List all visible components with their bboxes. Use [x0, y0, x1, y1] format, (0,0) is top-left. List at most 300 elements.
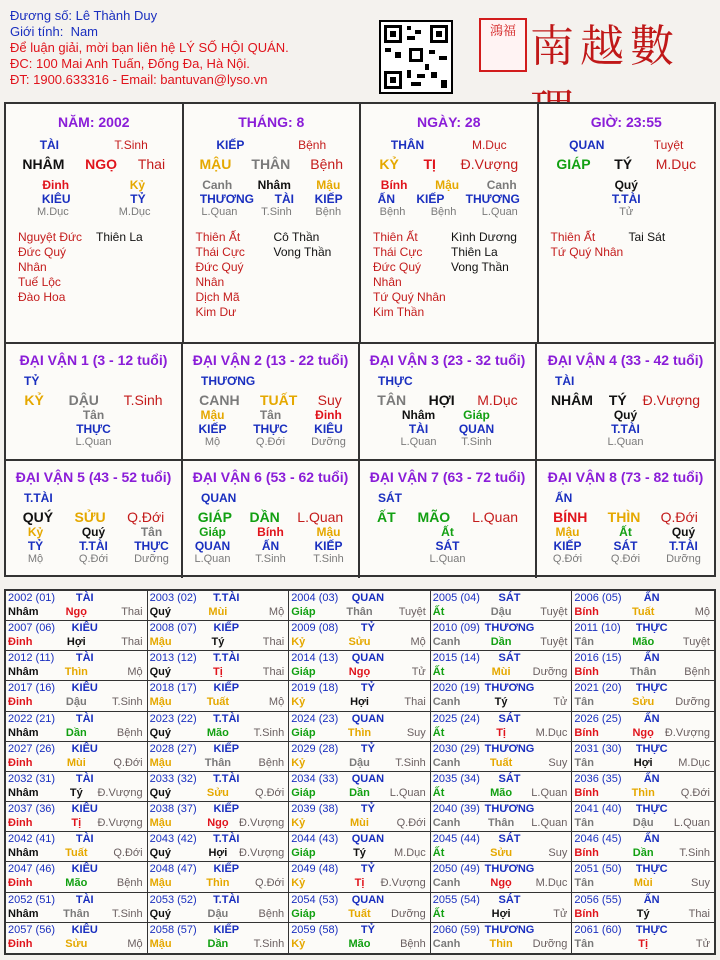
red-seal-stamp: 鴻福 — [479, 18, 527, 72]
branch-phase: T.Sinh — [123, 392, 163, 408]
hidden-row — [183, 436, 358, 448]
year-cell — [148, 712, 290, 742]
pillar-1 — [184, 104, 362, 342]
year-branch: Sửu — [632, 696, 655, 709]
hidden-god: T.TÀI — [611, 192, 641, 206]
year-cell — [6, 742, 148, 772]
hidden-item: Quý — [613, 408, 638, 422]
ad-line-3: ĐT: 1900.633316 - Email: bantuvan@lyso.vn — [10, 72, 268, 87]
year-stage: Q.Đới — [396, 817, 426, 830]
hidden-item: KIẾP — [198, 422, 227, 436]
year-label: 2006 (05) — [574, 592, 622, 604]
year-stem: Tân — [574, 817, 594, 830]
year-stem: Bính — [574, 606, 599, 618]
pillar-title: NGÀY: 28 — [416, 114, 481, 130]
year-label: 2051 (50) — [574, 863, 622, 876]
year-label: 2002 (01) — [8, 592, 56, 604]
hidden-item: T.TÀI — [669, 539, 698, 553]
year-branch: Mùi — [66, 756, 86, 769]
year-branch: Thìn — [64, 666, 88, 679]
dai-van-cell — [183, 344, 360, 461]
year-label: 2034 (33) — [291, 772, 339, 785]
year-branch: Mão — [206, 726, 229, 739]
star: Tứ Quý Nhân — [373, 290, 446, 304]
year-branch: Tuất — [631, 606, 655, 618]
star-list — [539, 230, 715, 260]
year-branch: Ngọ — [632, 726, 654, 739]
hidden-item: T.TÀI — [611, 422, 640, 436]
year-label: 2020 (19) — [432, 682, 480, 695]
hidden-stem: Canh — [486, 178, 517, 192]
year-branch: Thân — [630, 666, 657, 679]
hidden-row — [183, 553, 358, 565]
year-cell — [431, 712, 573, 742]
hidden-item: T.Sinh — [313, 553, 344, 565]
hidden-item: THỰC — [76, 422, 111, 436]
year-cell — [431, 772, 573, 802]
ten-god: KIẾP — [213, 622, 240, 635]
year-stem: Đinh — [8, 937, 33, 950]
year-stem: Tân — [574, 756, 594, 769]
year-label: 2042 (41) — [8, 833, 56, 846]
ten-god: QUAN — [351, 592, 385, 604]
hidden-stage: Bệnh — [379, 206, 406, 218]
pillar-title: THÁNG: 8 — [238, 114, 305, 130]
year-stem: Mậu — [149, 817, 172, 830]
owner-name: Đương số: Lê Thành Duy — [10, 8, 158, 23]
year-stem: Đinh — [8, 756, 33, 769]
year-stage: Thai — [121, 636, 143, 649]
year-label: 2012 (11) — [8, 652, 55, 665]
hidden-stem: Bính — [380, 178, 408, 192]
stars-bad — [96, 230, 143, 305]
star-list — [184, 230, 360, 320]
year-cell — [148, 893, 290, 923]
branch-phase: Bệnh — [310, 156, 343, 172]
star: Cô Thần — [273, 230, 320, 244]
year-cell — [148, 681, 290, 711]
hidden-stages — [361, 206, 537, 218]
ten-god: T.TÀI — [213, 592, 240, 604]
year-branch: Tuất — [65, 847, 88, 860]
hidden-stem: Đinh — [42, 178, 70, 192]
ten-god: THỰC — [635, 923, 668, 936]
hidden-item: Quý — [81, 525, 106, 539]
heavenly-stem: NHÂM — [22, 156, 65, 172]
year-branch: Tý — [211, 636, 225, 649]
ten-god: KIẾP — [213, 682, 240, 695]
hidden-item: QUAN — [458, 422, 495, 436]
year-branch: Dậu — [490, 606, 512, 618]
year-cell — [289, 802, 431, 832]
pillars-row — [6, 104, 714, 342]
year-stem: Ất — [432, 907, 445, 920]
ten-god: T.TÀI — [213, 652, 240, 665]
stars-good — [18, 230, 96, 305]
year-branch: Tị — [213, 666, 223, 679]
year-branch: Thìn — [489, 937, 513, 950]
year-branch: Hợi — [350, 696, 369, 709]
year-stage: M.Dục — [678, 756, 710, 769]
year-stem: Canh — [432, 696, 461, 709]
hidden-stage: T.Sinh — [261, 206, 292, 218]
year-branch: Mão — [490, 786, 513, 799]
dai-van-title: ĐẠI VẬN 5 (43 - 52 tuổi) — [15, 469, 172, 485]
ten-god: TỶ — [360, 923, 375, 936]
hidden-item: T.Sinh — [461, 436, 492, 448]
year-stage: Đ.Vượng — [97, 817, 143, 830]
year-branch: Sửu — [65, 937, 88, 950]
hidden-item: SÁT — [435, 539, 460, 553]
ad-line-2: ĐC: 100 Mai Anh Tuấn, Đống Đa, Hà Nội. — [10, 56, 250, 71]
year-stem: Nhâm — [8, 606, 39, 618]
year-branch: Ngọ — [207, 817, 229, 830]
year-stem: Nhâm — [8, 847, 39, 860]
hidden-item: Mậu — [316, 525, 341, 539]
dai-van-title: ĐẠI VẬN 6 (53 - 62 tuổi) — [192, 469, 349, 485]
year-branch: Mão — [348, 937, 371, 950]
year-stage: Bệnh — [684, 666, 710, 679]
year-branch: Thìn — [206, 877, 230, 890]
year-stem: Bính — [574, 786, 599, 799]
hidden-item: Nhâm — [401, 408, 436, 422]
branch-phase: Đ.Vượng — [460, 156, 519, 172]
year-stem: Giáp — [291, 666, 316, 679]
hidden-item: T.Sinh — [255, 553, 286, 565]
year-stem: Mậu — [149, 937, 172, 950]
ten-god: THƯƠNG — [484, 863, 535, 876]
hidden-item: KIẾP — [314, 539, 343, 553]
year-branch: Dần — [65, 726, 87, 739]
year-branch: Tị — [71, 817, 82, 830]
ten-god: TÀI — [555, 374, 575, 388]
year-stem: Ất — [432, 726, 445, 739]
year-branch: Sửu — [348, 636, 371, 649]
hidden-item: Tân — [140, 525, 163, 539]
year-branch: Mùi — [491, 666, 511, 679]
year-label: 2043 (42) — [149, 833, 197, 846]
hidden-item: Q.Đới — [255, 436, 286, 448]
year-cell — [6, 712, 148, 742]
year-label: 2045 (44) — [432, 833, 480, 846]
year-stage: Mộ — [268, 696, 285, 709]
ten-god: QUAN — [351, 772, 385, 785]
year-label: 2017 (16) — [8, 682, 56, 695]
year-stage: L.Quan — [673, 817, 710, 830]
ten-god: TÀI — [75, 592, 94, 604]
year-label: 2039 (38) — [291, 803, 339, 816]
hidden-stage: M.Dục — [118, 206, 151, 218]
hidden-row — [360, 436, 535, 448]
hidden-row — [183, 539, 358, 553]
ten-god: KIÊU — [71, 622, 98, 635]
branch-phase: Q.Đới — [660, 509, 698, 525]
ten-god: TỶ — [360, 682, 375, 695]
year-branch: Mão — [65, 877, 88, 890]
stem-branch-row — [6, 509, 181, 525]
hidden-stage: Bệnh — [430, 206, 457, 218]
hidden-item: ẤN — [261, 539, 280, 553]
pillar-stem-branch — [6, 156, 182, 172]
year-label: 2014 (13) — [291, 652, 339, 665]
year-label: 2029 (28) — [291, 742, 339, 755]
year-stem: Tân — [574, 877, 594, 890]
year-stem: Mậu — [149, 696, 172, 709]
hidden-item: TÀI — [408, 422, 429, 436]
year-stage: Đ.Vượng — [380, 877, 426, 890]
hidden-item: T.TÀI — [79, 539, 108, 553]
dai-van-cell — [360, 344, 537, 461]
year-label: 2016 (15) — [574, 652, 622, 665]
ten-god: THƯƠNG — [484, 923, 535, 936]
year-stage: Dưỡng — [532, 937, 568, 950]
hidden-stems — [539, 178, 715, 192]
earthly-branch: DẦN — [249, 509, 280, 525]
year-cell — [289, 712, 431, 742]
year-label: 2054 (53) — [291, 893, 339, 906]
star: Thiên La — [451, 245, 498, 259]
ten-god: ẤN — [643, 833, 660, 846]
ten-god: KIÊU — [71, 923, 98, 936]
ten-god: ẤN — [643, 772, 660, 785]
year-cell — [431, 742, 573, 772]
year-label: 2056 (55) — [574, 893, 622, 906]
year-branch: Ngọ — [490, 877, 512, 890]
dai-van-cell — [6, 461, 183, 578]
hidden-item: Đinh — [315, 408, 342, 422]
year-stem: Bính — [574, 907, 599, 920]
ten-god: KIẾP — [213, 923, 240, 936]
year-branch: Tý — [69, 786, 83, 799]
year-stem: Tân — [574, 937, 594, 950]
brand-logo: 南越數 — [530, 21, 680, 72]
hidden-item: L.Quan — [400, 436, 437, 448]
year-cell — [6, 772, 148, 802]
ten-god: KIÊU — [71, 682, 98, 695]
year-cell — [572, 923, 714, 953]
header — [10, 8, 289, 88]
year-branch: Hợi — [208, 847, 228, 860]
year-stage: Mộ — [127, 666, 143, 679]
dai-van-cell — [183, 461, 360, 578]
hidden-stem: Mậu — [316, 178, 341, 192]
year-stem: Giáp — [291, 907, 316, 920]
star: Vong Thần — [451, 260, 509, 274]
ten-god: QUAN — [201, 491, 237, 505]
year-stage: Bệnh — [258, 756, 285, 769]
pillar-god-row — [539, 138, 715, 152]
hidden-item: Kỷ — [27, 525, 44, 539]
year-cell — [572, 591, 714, 621]
ten-god: T.TÀI — [24, 491, 53, 505]
year-label: 2005 (04) — [432, 592, 480, 604]
ten-god: THÂN — [390, 138, 425, 152]
hidden-item: L.Quan — [75, 436, 112, 448]
hidden-item: Bính — [257, 525, 284, 539]
star: Đức Quý Nhân — [373, 260, 422, 289]
year-stage: Suy — [548, 756, 568, 769]
star: Kim Dư — [195, 305, 237, 319]
hidden-item: L.Quan — [607, 436, 644, 448]
year-stem: Kỷ — [291, 756, 306, 769]
year-stem: Tân — [574, 696, 594, 709]
year-stem: Đinh — [8, 817, 33, 830]
year-stage: Bệnh — [258, 907, 285, 920]
year-label: 2027 (26) — [8, 742, 56, 755]
year-cell — [431, 862, 573, 892]
hidden-row — [6, 539, 181, 553]
year-label: 2038 (37) — [149, 803, 197, 816]
pillar-god-row — [184, 138, 360, 152]
year-stem: Nhâm — [8, 726, 39, 739]
year-branch: Ngọ — [65, 606, 87, 618]
year-cell — [148, 802, 290, 832]
year-stem: Quý — [149, 907, 171, 920]
year-stage: Q.Đới — [113, 847, 143, 860]
ten-god: ẤN — [643, 712, 660, 725]
year-label: 2057 (56) — [8, 923, 56, 936]
hidden-item: THỰC — [134, 539, 169, 553]
hidden-god: KIẾP — [314, 192, 343, 206]
ten-god: THƯƠNG — [484, 803, 535, 816]
hidden-row — [360, 553, 535, 565]
hidden-row — [6, 525, 181, 539]
year-stem: Giáp — [291, 786, 316, 799]
hidden-god: TÀI — [274, 192, 294, 206]
hidden-stem: Mậu — [435, 178, 460, 192]
earthly-branch: TÝ — [614, 156, 633, 172]
ten-god: TỶ — [360, 863, 375, 876]
year-label: 2026 (25) — [574, 712, 622, 725]
hidden-row — [6, 553, 181, 565]
year-stem: Canh — [432, 756, 461, 769]
year-branch: Dậu — [65, 696, 87, 709]
year-branch: Dậu — [207, 907, 229, 920]
star: Tuế Lộc — [18, 275, 61, 289]
year-label: 2021 (20) — [574, 682, 622, 695]
year-stage: Tử — [553, 907, 568, 920]
year-branch: Dần — [632, 847, 654, 860]
pillar-stem-branch — [361, 156, 537, 172]
year-stem: Bính — [574, 847, 599, 860]
ten-god: TỶ — [24, 374, 40, 388]
branch-phase: L.Quan — [472, 509, 519, 525]
year-cell — [148, 651, 290, 681]
year-stage: Đ.Vượng — [239, 817, 285, 830]
year-stem: Bính — [574, 666, 599, 679]
dai-van-title: ĐẠI VẬN 3 (23 - 32 tuổi) — [369, 352, 526, 368]
year-stage: L.Quan — [531, 786, 568, 799]
star: Tai Sát — [628, 230, 666, 244]
year-label: 2036 (35) — [574, 772, 622, 785]
year-branch: Tị — [638, 937, 649, 950]
branch-phase: Q.Đới — [127, 509, 165, 525]
hidden-stages — [6, 206, 182, 218]
year-stem: Quý — [149, 786, 171, 799]
year-label: 2033 (32) — [149, 772, 197, 785]
year-cell — [6, 681, 148, 711]
ten-god: THƯƠNG — [484, 622, 535, 635]
year-cell — [572, 832, 714, 862]
year-stem: Nhâm — [8, 786, 39, 799]
year-cell — [431, 893, 573, 923]
year-stem: Kỷ — [291, 817, 306, 830]
year-stem: Quý — [149, 726, 171, 739]
year-stage: Mộ — [127, 937, 143, 950]
year-label: 2024 (23) — [291, 712, 339, 725]
year-stem: Kỷ — [291, 937, 306, 950]
year-cell — [6, 923, 148, 953]
year-cell — [431, 923, 573, 953]
year-stage: T.Sinh — [395, 756, 426, 769]
ten-god: TỶ — [360, 742, 375, 755]
year-cell — [572, 802, 714, 832]
hidden-item: Giáp — [199, 525, 226, 539]
year-branch: Tị — [354, 877, 365, 890]
year-stem: Canh — [432, 817, 461, 830]
year-stage: T.Sinh — [112, 696, 143, 709]
year-label: 2013 (12) — [149, 652, 197, 665]
earthly-branch: DẬU — [68, 392, 99, 408]
stem-branch-row — [183, 509, 358, 525]
ten-god: SÁT — [498, 712, 521, 725]
hidden-gods — [539, 192, 715, 206]
year-cell — [6, 621, 148, 651]
ten-god: QUAN — [351, 833, 385, 846]
star: Đức Quý Nhân — [18, 245, 67, 274]
star: Thái Cực — [195, 245, 245, 259]
year-label: 2061 (60) — [574, 923, 622, 936]
year-label: 2046 (45) — [574, 833, 622, 846]
ten-god: KIÊU — [71, 803, 98, 816]
year-label: 2032 (31) — [8, 772, 56, 785]
hidden-row — [537, 539, 714, 553]
ten-god: THƯƠNG — [484, 742, 535, 755]
year-stage: Thai — [688, 907, 710, 920]
year-label: 2055 (54) — [432, 893, 480, 906]
year-stage: Q.Đới — [254, 786, 285, 799]
year-cell — [6, 802, 148, 832]
stars-bad — [274, 230, 332, 320]
earthly-branch: TÝ — [608, 392, 627, 408]
year-stem: Kỷ — [291, 696, 306, 709]
year-branch: Thân — [204, 756, 232, 769]
hidden-stage: Tử — [619, 206, 634, 218]
stem-branch-row — [360, 509, 535, 525]
hidden-item: Dưỡng — [666, 553, 701, 565]
dai-van-title: ĐẠI VẬN 4 (33 - 42 tuổi) — [547, 352, 704, 368]
year-label: 2053 (52) — [149, 893, 197, 906]
hidden-item: Ất — [441, 525, 454, 539]
year-stage: T.Sinh — [253, 726, 285, 739]
hidden-row — [360, 422, 535, 436]
year-label: 2008 (07) — [149, 622, 197, 635]
hidden-row — [6, 408, 181, 422]
year-stem: Nhâm — [8, 907, 39, 920]
dai-van-title: ĐẠI VẬN 1 (3 - 12 tuổi) — [19, 352, 168, 368]
hidden-item: L.Quan — [194, 553, 231, 565]
dai-van-cell — [537, 344, 714, 461]
year-stem: Đinh — [8, 877, 33, 890]
hidden-item: L.Quan — [429, 553, 466, 565]
ten-god: THỰC — [635, 682, 668, 695]
year-cell — [289, 742, 431, 772]
year-cell — [431, 621, 573, 651]
star: Nguyệt Đức — [18, 230, 83, 244]
earthly-branch: MÃO — [417, 509, 451, 525]
ad-line-1: Để luận giải, mời bạn liên hệ LÝ SỐ HỘI QUÁN. — [10, 40, 289, 55]
hidden-gods — [361, 192, 537, 206]
